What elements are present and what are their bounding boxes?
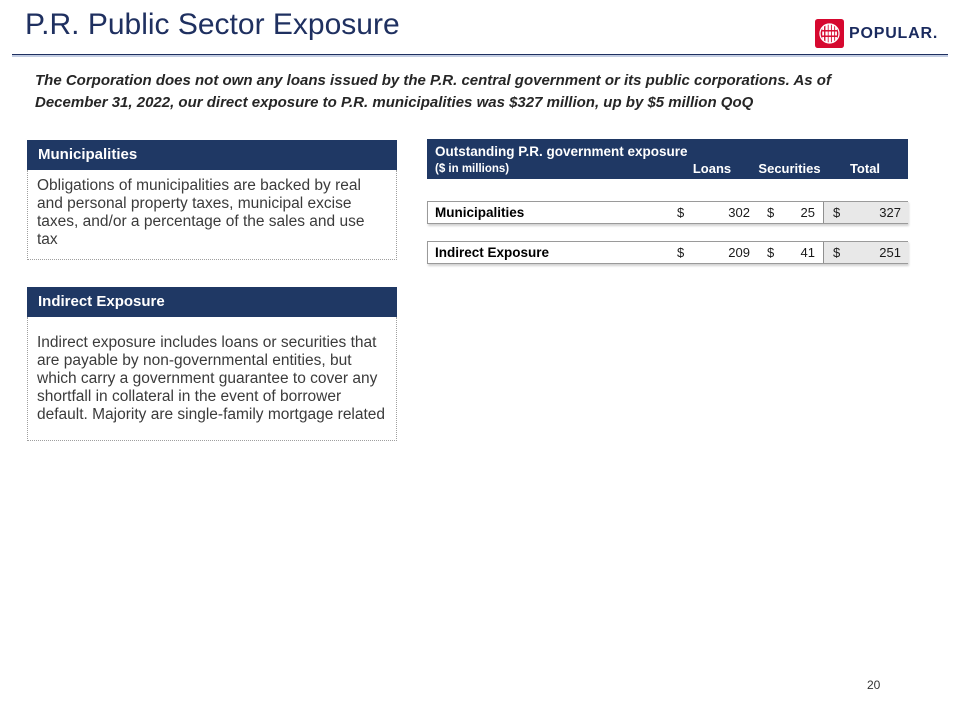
info-box-municipalities — [27, 140, 397, 260]
currency-symbol: $ — [677, 245, 685, 260]
info-box-indirect-exposure-title: Indirect Exposure — [27, 287, 397, 317]
securities-value: 41 — [800, 245, 815, 260]
loans-cell — [668, 242, 758, 263]
currency-symbol: $ — [677, 205, 685, 220]
currency-symbol: $ — [833, 205, 841, 220]
total-value: 327 — [879, 205, 901, 220]
currency-symbol: $ — [767, 245, 775, 260]
table-row-municipalities — [427, 201, 908, 224]
currency-symbol: $ — [767, 205, 775, 220]
column-header-loans: Loans — [692, 161, 732, 176]
exposure-table-subtitle: ($ in millions) — [435, 162, 510, 175]
currency-symbol: $ — [833, 245, 841, 260]
row-label: Municipalities — [435, 205, 525, 220]
page-title: P.R. Public Sector Exposure — [25, 8, 400, 41]
exposure-table-title: Outstanding P.R. government exposure — [435, 144, 688, 159]
brand-logo — [815, 19, 938, 48]
exposure-table-header — [427, 139, 908, 179]
intro-line-1: The Corporation does not own any loans issued by the P.R. central government or its public corporations. As of — [35, 72, 831, 89]
title-divider — [12, 54, 948, 57]
exposure-table — [427, 139, 908, 264]
loans-cell — [668, 202, 758, 223]
column-header-total: Total — [849, 161, 881, 176]
total-cell — [823, 242, 909, 263]
table-row-spacer — [427, 224, 908, 241]
row-label: Indirect Exposure — [435, 245, 550, 260]
column-header-securities: Securities — [758, 161, 821, 176]
info-box-municipalities-title: Municipalities — [27, 140, 397, 170]
info-box-indirect-exposure-body: Indirect exposure includes loans or securities that are payable by non-governmental entities, but which carry a government guarantee to cover any shortfall in collateral in the event of borrower default. Majority are single-family mortgage related — [27, 317, 397, 441]
loans-value: 302 — [728, 205, 750, 220]
table-row-spacer — [427, 179, 908, 201]
brand-wordmark: POPULAR. — [849, 24, 939, 42]
total-cell — [823, 202, 909, 223]
popular-globe-icon — [815, 19, 844, 48]
info-box-municipalities-body: Obligations of municipalities are backed by real and personal property taxes, municipal excise taxes, and/or a percentage of the sales and use tax — [27, 170, 397, 260]
securities-cell — [758, 242, 823, 263]
total-value: 251 — [879, 245, 901, 260]
securities-value: 25 — [800, 205, 815, 220]
loans-value: 209 — [728, 245, 750, 260]
table-row-indirect-exposure — [427, 241, 908, 264]
info-box-indirect-exposure — [27, 287, 397, 441]
securities-cell — [758, 202, 823, 223]
intro-line-2: December 31, 2022, our direct exposure to P.R. municipalities was $327 million, up by $5 million QoQ — [35, 94, 754, 111]
page-number: 20 — [867, 678, 881, 692]
intro-text — [35, 70, 930, 114]
